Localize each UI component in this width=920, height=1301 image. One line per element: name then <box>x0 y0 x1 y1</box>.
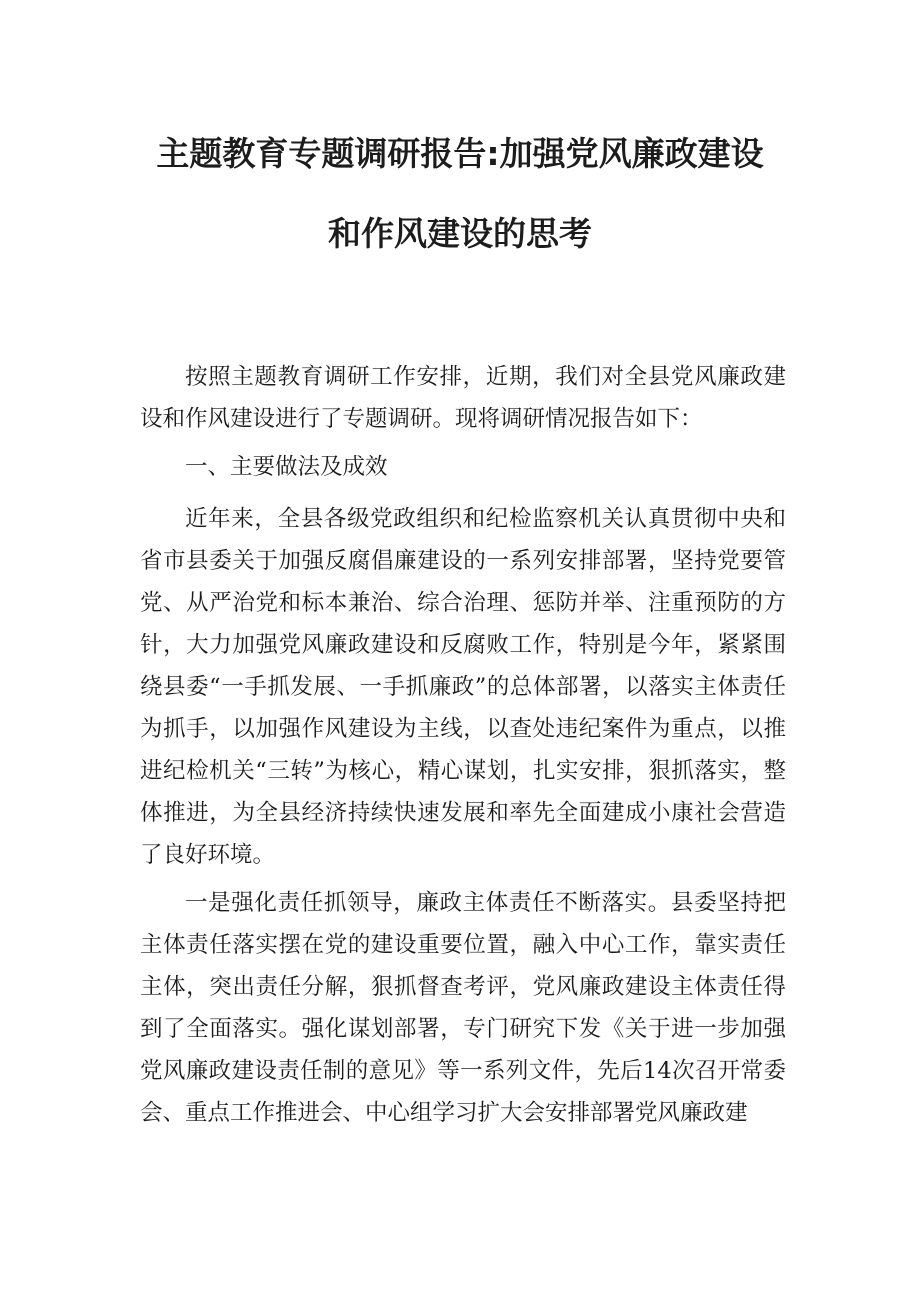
intro-paragraph: 按照主题教育调研工作安排，近期，我们对全县党风廉政建设和作风建设进行了专题调研。现将调研情况报告如下： <box>140 364 786 432</box>
document-body <box>140 356 786 1140</box>
body-paragraph: 一是强化责任抓领导，廉政主体责任不断落实。县委坚持把主体责任落实摆在党的建设重要位置，融入中心工作，靠实责任主体，突出责任分解，狠抓督查考评，党风廉政建设主体责任得到了全面落实。强化谋划部署，专门研究下发《关于进一步加强党风廉政建设责任制的意见》等一系列文件，先后14次召开常委会、重点工作推进会、中心组学习扩大会安排部署党风廉政建 <box>140 890 786 1126</box>
document-title-line-1: 主题教育专题调研报告:加强党风廉政建设 <box>156 134 764 173</box>
body-paragraph: 近年来，全县各级党政组织和纪检监察机关认真贯彻中央和省市县委关于加强反腐倡廉建设的一系列安排部署，坚持党要管党、从严治党和标本兼治、综合治理、惩防并举、注重预防的方针，大力加强党风廉政建设和反腐败工作，特别是今年，紧紧围绕县委“一手抓发展、一手抓廉政”的总体部署，以落实主体责任为抓手，以加强作风建设为主线，以查处违纪案件为重点，以推进纪检机关“三转”为核心，精心谋划，扎实安排，狠抓落实，整体推进，为全县经济持续快速发展和率先全面建成小康社会营造了良好环境。 <box>140 506 786 868</box>
section-heading: 一、主要做法及成效 <box>185 454 388 480</box>
document-title-line-2: 和作风建设的思考 <box>328 214 592 253</box>
